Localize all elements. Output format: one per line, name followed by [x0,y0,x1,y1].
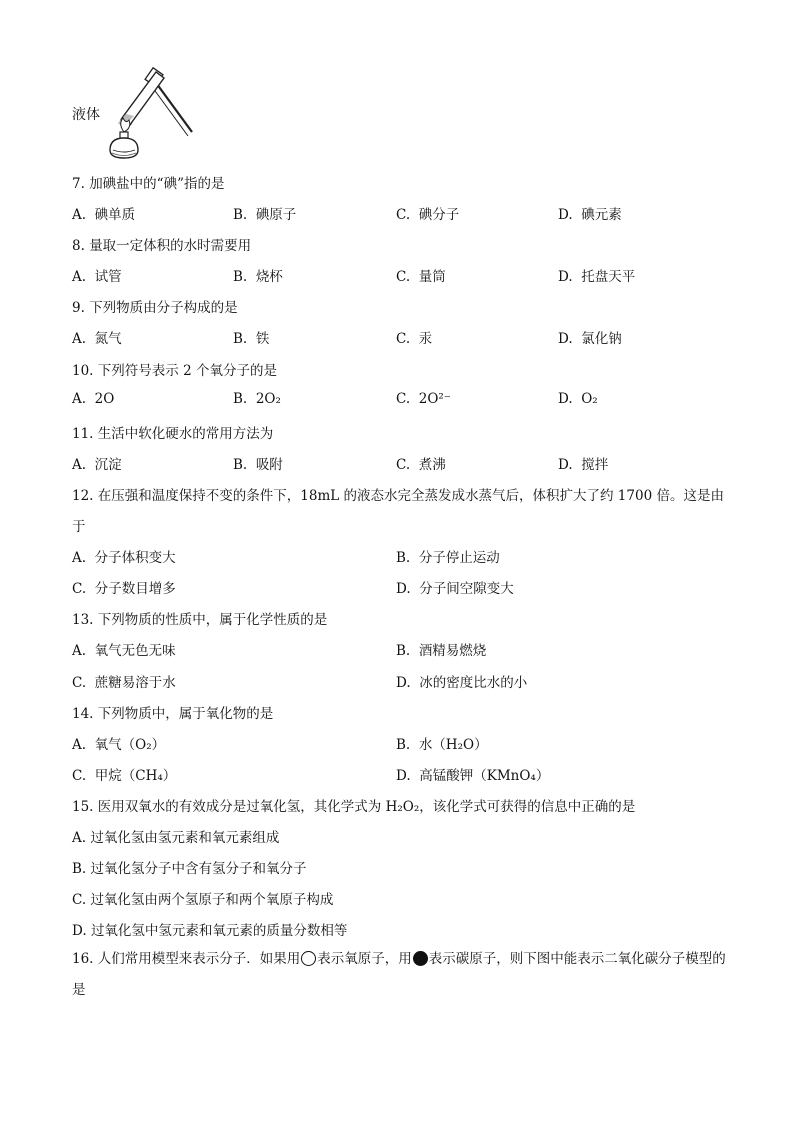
option-b: B. 水（H₂O） [396,737,488,753]
question-14 [72,702,273,722]
question-10 [72,359,277,379]
question-13 [72,608,327,628]
option-d: D. 高锰酸钾（KMnO₄） [396,768,550,784]
option-a: A. 氧气无色无味 [72,643,176,659]
question-stem: 生活中软化硬水的常用方法为 [97,426,274,442]
option-d: D. 过氧化氢中氢元素和氧元素的质量分数相等 [72,923,348,939]
question-number: 8. [72,238,85,254]
option-b: B. 2O₂ [233,391,281,407]
question-stem: 下列物质的性质中，属于化学性质的是 [97,612,328,628]
question-number: 14. [72,706,94,722]
liquid-label: 液体 [72,107,100,123]
question-11 [72,422,273,442]
question-16 [72,944,732,1006]
carbon-atom-dot-icon [413,951,428,966]
question-12-continuation: 于 [72,519,86,535]
question-stem: 量取一定体积的水时需要用 [89,238,252,254]
option-c: C. 蔗糖易溶于水 [72,675,176,691]
question-number: 10. [72,363,94,379]
question-stem-part: 人们常用模型来表示分子．如果用 [97,951,301,967]
question-stem: 医用双氧水的有效成分是过氧化氢，其化学式为 H₂O₂，该化学式可获得的信息中正确的是 [97,799,636,815]
option-d: D. 冰的密度比水的小 [396,675,528,691]
question-stem-part: 表示氧原子，用 [317,951,412,967]
question-stem: 下列物质由分子构成的是 [89,300,238,316]
option-d: D. 碘元素 [558,207,622,223]
option-b: B. 铁 [233,331,270,347]
question-number: 15. [72,799,94,815]
option-c: C. 分子数目增多 [72,581,176,597]
option-d: D. O₂ [558,391,598,407]
question-15 [72,795,635,815]
option-b: B. 碘原子 [233,207,297,223]
option-c: C. 2O²⁻ [396,391,451,407]
question-number: 16. [72,951,94,967]
question-number: 9. [72,300,85,316]
option-a: A. 氮气 [72,331,122,347]
question-stem: 加碘盐中的“碘”指的是 [89,176,225,192]
option-a: A. 2O [72,391,115,407]
option-b: B. 吸附 [233,457,283,473]
option-c: C. 汞 [396,331,433,347]
option-a: A. 过氧化氢由氢元素和氧元素组成 [72,830,280,846]
option-b: B. 过氧化氢分子中含有氢分子和氧分子 [72,861,307,877]
option-b: B. 分子停止运动 [396,550,500,566]
option-a: A. 氧气（O₂） [72,737,166,753]
option-a: A. 碘单质 [72,207,136,223]
option-c: C. 煮沸 [396,457,446,473]
oxygen-atom-circle-icon [301,951,316,966]
option-d: D. 搅拌 [558,457,609,473]
question-number: 12. [72,488,94,504]
option-b: B. 烧杯 [233,269,283,285]
option-b: B. 酒精易燃烧 [396,643,487,659]
option-d: D. 托盘天平 [558,269,636,285]
question-8 [72,234,251,254]
question-stem-part: 表示碳原子，则下图中能表示二氧化碳分子模型的是 [72,951,726,998]
option-c: C. 甲烷（CH₄） [72,768,177,784]
previous-question-fragment [72,62,212,162]
option-a: A. 沉淀 [72,457,122,473]
question-number: 7. [72,176,85,192]
option-c: C. 过氧化氢由两个氢原子和两个氧原子构成 [72,892,334,908]
option-a: A. 分子体积变大 [72,550,176,566]
question-9 [72,296,238,316]
question-stem: 下列符号表示 2 个氧分子的是 [97,363,277,379]
question-number: 13. [72,612,94,628]
option-d: D. 分子间空隙变大 [396,581,514,597]
question-7 [72,172,225,192]
option-d: D. 氯化钠 [558,331,622,347]
question-number: 11. [72,426,94,442]
option-a: A. 试管 [72,269,122,285]
heating-test-tube-illustration [104,62,204,162]
question-stem: 在压强和温度保持不变的条件下，18mL 的液态水完全蒸发成水蒸气后，体积扩大了约 1700 倍。这是由 [97,488,724,504]
question-stem: 下列物质中，属于氧化物的是 [97,706,274,722]
question-12 [72,484,724,504]
option-c: C. 碘分子 [396,207,460,223]
option-c: C. 量筒 [396,269,446,285]
